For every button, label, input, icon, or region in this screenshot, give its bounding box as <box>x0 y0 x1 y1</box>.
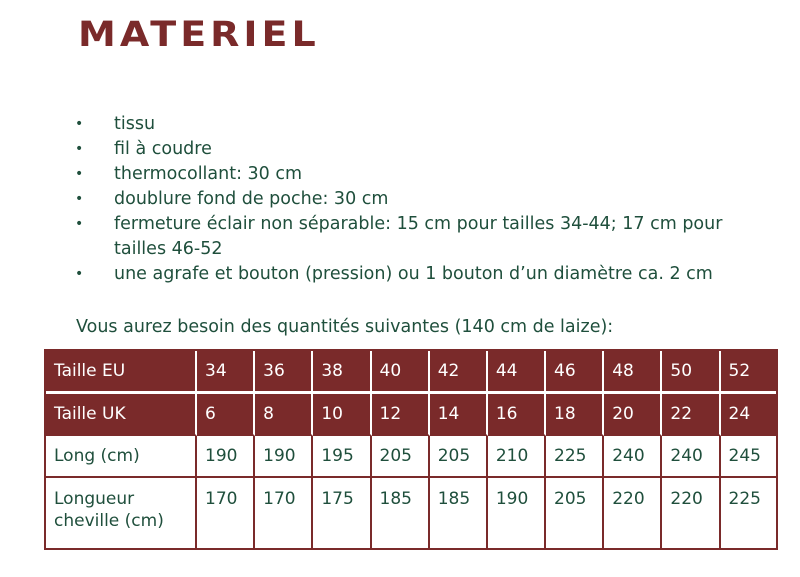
table-cell: 170 <box>197 478 255 548</box>
table-cell: 225 <box>546 436 604 478</box>
table-cell: 36 <box>255 351 313 394</box>
table-cell: 205 <box>546 478 604 548</box>
table-row-size-eu <box>46 351 776 394</box>
table-cell: 205 <box>430 436 488 478</box>
materials-list <box>75 112 750 287</box>
table-cell: 44 <box>488 351 546 394</box>
table-cell: 18 <box>546 394 604 436</box>
table-cell: 46 <box>546 351 604 394</box>
page-title: MATERIEL <box>78 13 320 55</box>
list-item <box>75 112 750 137</box>
material-item-text: tissu <box>114 114 156 134</box>
list-item <box>75 187 750 212</box>
row-label: Taille EU <box>46 351 197 394</box>
table-cell: 205 <box>372 436 430 478</box>
table-cell: 195 <box>313 436 371 478</box>
table-cell: 210 <box>488 436 546 478</box>
table-row-size-uk <box>46 394 776 436</box>
table-cell: 175 <box>313 478 371 548</box>
table-cell: 245 <box>721 436 776 478</box>
bullet-icon: • <box>75 116 84 132</box>
material-item-text: fermeture éclair non séparable: 15 cm pour tailles 34-44; 17 cm pour tailles 46-52 <box>114 214 723 259</box>
table-cell: 190 <box>197 436 255 478</box>
table-row-long <box>46 436 776 478</box>
table-cell: 22 <box>662 394 720 436</box>
table-cell: 220 <box>604 478 662 548</box>
size-table <box>44 349 778 550</box>
list-item <box>75 137 750 162</box>
table-cell: 20 <box>604 394 662 436</box>
material-item-text: doublure fond de poche: 30 cm <box>114 189 389 209</box>
table-cell: 50 <box>662 351 720 394</box>
table-cell: 190 <box>255 436 313 478</box>
table-cell: 185 <box>372 478 430 548</box>
list-item <box>75 262 750 287</box>
table-cell: 52 <box>721 351 776 394</box>
table-cell: 34 <box>197 351 255 394</box>
row-label: Taille UK <box>46 394 197 436</box>
table-cell: 240 <box>662 436 720 478</box>
table-cell: 185 <box>430 478 488 548</box>
bullet-icon: • <box>75 141 84 157</box>
material-item-text: une agrafe et bouton (pression) ou 1 bouton d’un diamètre ca. 2 cm <box>114 264 713 284</box>
table-cell: 40 <box>372 351 430 394</box>
bullet-icon: • <box>75 266 84 282</box>
bullet-icon: • <box>75 216 84 232</box>
table-cell: 14 <box>430 394 488 436</box>
table-cell: 6 <box>197 394 255 436</box>
row-label: Longueur cheville (cm) <box>46 478 197 548</box>
table-cell: 24 <box>721 394 776 436</box>
material-item-text: fil à coudre <box>114 139 212 159</box>
list-item <box>75 162 750 187</box>
material-item-text: thermocollant: 30 cm <box>114 164 303 184</box>
table-cell: 48 <box>604 351 662 394</box>
table-cell: 8 <box>255 394 313 436</box>
table-cell: 42 <box>430 351 488 394</box>
list-item <box>75 212 750 262</box>
table-cell: 10 <box>313 394 371 436</box>
table-cell: 240 <box>604 436 662 478</box>
table-cell: 190 <box>488 478 546 548</box>
quantities-intro: Vous aurez besoin des quantités suivantes (140 cm de laize): <box>76 317 614 337</box>
row-label: Long (cm) <box>46 436 197 478</box>
table-cell: 220 <box>662 478 720 548</box>
table-cell: 12 <box>372 394 430 436</box>
bullet-icon: • <box>75 166 84 182</box>
table-row-ankle-length <box>46 478 776 548</box>
bullet-icon: • <box>75 191 84 207</box>
table-cell: 170 <box>255 478 313 548</box>
table-cell: 38 <box>313 351 371 394</box>
table-cell: 16 <box>488 394 546 436</box>
table-cell: 225 <box>728 489 761 509</box>
